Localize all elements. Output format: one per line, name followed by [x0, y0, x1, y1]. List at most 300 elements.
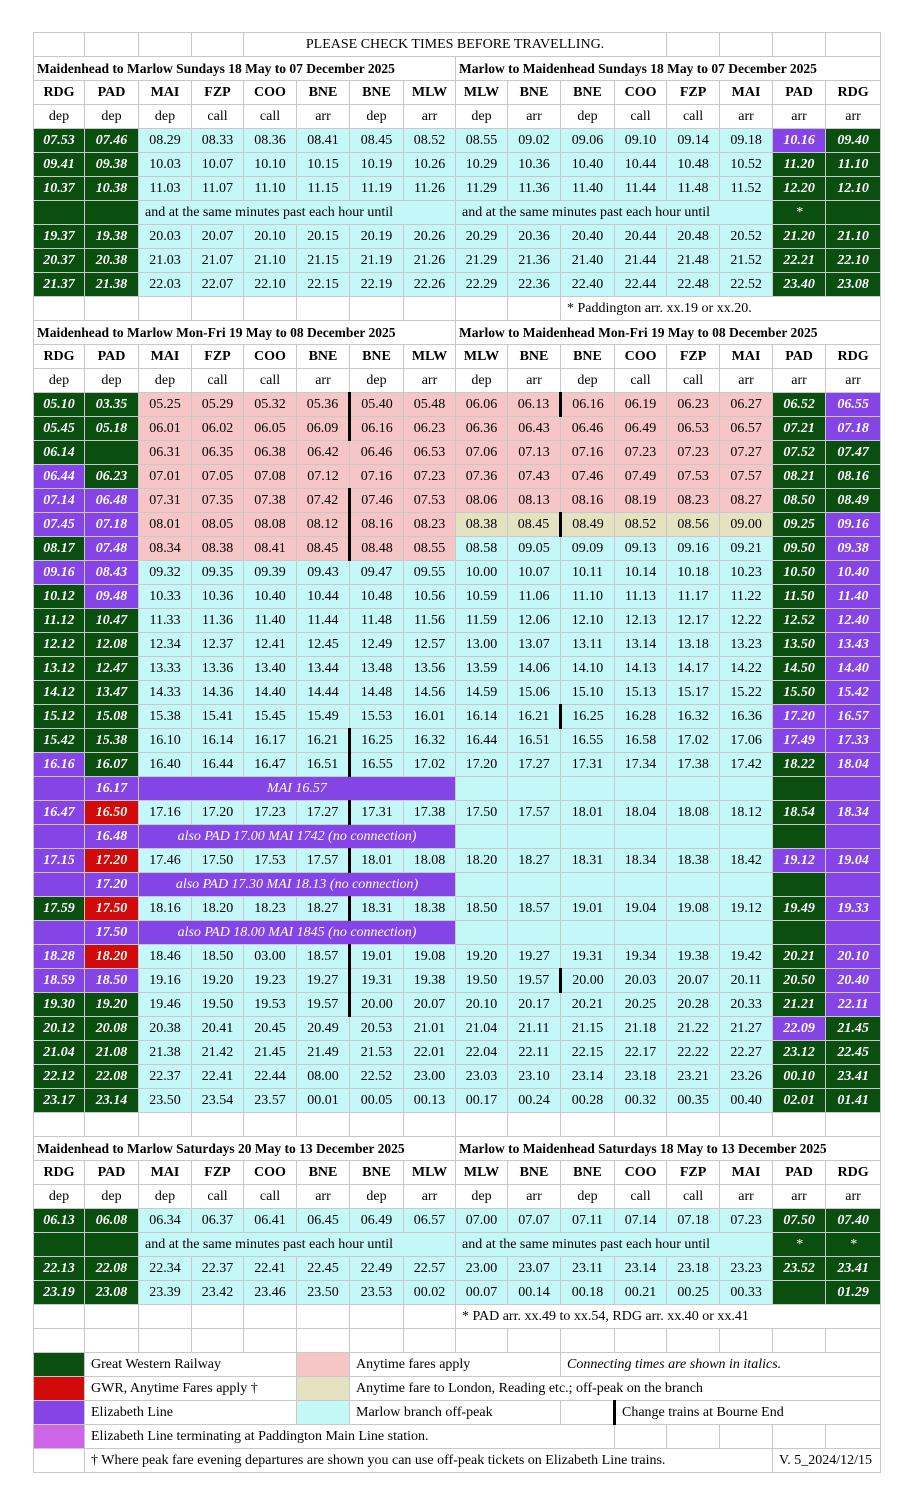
- time-cell: 20.00: [350, 993, 404, 1017]
- time-cell: 12.17: [667, 609, 720, 633]
- time-cell: 12.45: [297, 633, 350, 657]
- dep-arr-label: arr: [508, 105, 561, 129]
- empty-cell: [773, 873, 826, 897]
- time-cell: 18.28: [34, 945, 85, 969]
- train-row: [34, 849, 881, 873]
- time-cell: 07.18: [667, 1209, 720, 1233]
- dep-arr-label: arr: [826, 369, 881, 393]
- time-cell: 10.11: [561, 561, 615, 585]
- time-cell: 07.23: [404, 465, 456, 489]
- time-cell: 20.52: [720, 225, 773, 249]
- time-cell: 08.55: [456, 129, 508, 153]
- dep-arr-label: arr: [404, 1185, 456, 1209]
- time-cell: 12.20: [773, 177, 826, 201]
- empty-cell: [404, 1113, 456, 1137]
- time-cell: 10.14: [615, 561, 667, 585]
- time-cell: 20.40: [826, 969, 881, 993]
- time-cell: 16.48: [85, 825, 139, 849]
- time-cell: 10.29: [456, 153, 508, 177]
- time-cell: 13.56: [404, 657, 456, 681]
- empty-cell: [615, 1425, 667, 1449]
- time-cell: 22.15: [297, 273, 350, 297]
- time-cell: 19.49: [773, 897, 826, 921]
- time-cell: 20.21: [773, 945, 826, 969]
- time-cell: 11.59: [456, 609, 508, 633]
- time-cell: 21.10: [244, 249, 297, 273]
- train-row: [34, 417, 881, 441]
- time-cell: 08.49: [561, 513, 615, 537]
- time-cell: 13.07: [508, 633, 561, 657]
- empty-cell: [826, 1329, 881, 1353]
- time-cell: 00.18: [561, 1281, 615, 1305]
- time-cell: 08.41: [244, 537, 297, 561]
- time-cell: 18.54: [773, 801, 826, 825]
- note-train-row: [34, 777, 881, 801]
- time-cell: 23.07: [508, 1257, 561, 1281]
- station-code: MLW: [456, 81, 508, 105]
- time-cell: 11.19: [350, 177, 404, 201]
- time-cell: 05.18: [85, 417, 139, 441]
- legend-label: Anytime fares apply: [350, 1353, 561, 1377]
- station-code-row: [34, 345, 881, 369]
- station-code: MLW: [456, 345, 508, 369]
- dep-arr-label: call: [244, 1185, 297, 1209]
- empty-cell: [244, 1113, 297, 1137]
- dep-arr-label: call: [667, 1185, 720, 1209]
- station-code: FZP: [667, 1161, 720, 1185]
- time-cell: 20.03: [615, 969, 667, 993]
- empty-cell: [85, 297, 139, 321]
- time-cell: 20.03: [139, 225, 192, 249]
- time-cell: 12.49: [350, 633, 404, 657]
- time-cell: 21.40: [561, 249, 615, 273]
- time-cell: 10.40: [561, 153, 615, 177]
- empty-cell: [34, 33, 85, 57]
- time-cell: 07.57: [720, 465, 773, 489]
- time-cell: 10.07: [192, 153, 244, 177]
- time-cell: 13.48: [350, 657, 404, 681]
- section-title-right: Marlow to Maidenhead Saturdays 18 May to 13 December 2025: [456, 1137, 881, 1161]
- time-cell: 18.12: [720, 801, 773, 825]
- time-cell: 22.21: [773, 249, 826, 273]
- empty-cell: [456, 873, 508, 897]
- time-cell: 07.16: [350, 465, 404, 489]
- empty-cell: [192, 33, 244, 57]
- time-cell: 17.50: [192, 849, 244, 873]
- time-cell: 08.43: [85, 561, 139, 585]
- repeat-row: [34, 1233, 881, 1257]
- time-cell: 21.04: [34, 1041, 85, 1065]
- time-cell: 17.31: [561, 753, 615, 777]
- time-cell: 22.13: [34, 1257, 85, 1281]
- empty-cell: [456, 297, 508, 321]
- time-cell: 21.07: [192, 249, 244, 273]
- station-code: BNE: [297, 81, 350, 105]
- time-cell: 14.36: [192, 681, 244, 705]
- time-cell: 22.52: [350, 1065, 404, 1089]
- time-cell: 18.31: [350, 897, 404, 921]
- time-cell: 21.42: [192, 1041, 244, 1065]
- empty-cell: [139, 1305, 192, 1329]
- time-cell: 06.46: [561, 417, 615, 441]
- empty-cell: [561, 921, 615, 945]
- time-cell: 18.34: [826, 801, 881, 825]
- time-cell: 12.52: [773, 609, 826, 633]
- time-cell: 16.36: [720, 705, 773, 729]
- time-cell: 10.36: [192, 585, 244, 609]
- dep-arr-label: dep: [456, 105, 508, 129]
- time-cell: 07.46: [85, 129, 139, 153]
- time-cell: 07.50: [773, 1209, 826, 1233]
- time-cell: 11.50: [773, 585, 826, 609]
- time-cell: 02.01: [773, 1089, 826, 1113]
- train-row: [34, 513, 881, 537]
- legend-row: [34, 1449, 881, 1473]
- legend-swatch-gwr: [34, 1353, 85, 1377]
- station-code: PAD: [85, 81, 139, 105]
- time-cell: 10.52: [720, 153, 773, 177]
- time-cell: 11.48: [667, 177, 720, 201]
- time-cell: 11.12: [34, 609, 85, 633]
- dep-arr-label: dep: [85, 369, 139, 393]
- time-cell: 08.21: [773, 465, 826, 489]
- station-code-row: [34, 1161, 881, 1185]
- time-cell: 22.12: [34, 1065, 85, 1089]
- time-cell: 19.16: [139, 969, 192, 993]
- time-cell: 15.41: [192, 705, 244, 729]
- time-cell: 19.20: [192, 969, 244, 993]
- time-cell: 08.48: [350, 537, 404, 561]
- time-cell: 22.03: [139, 273, 192, 297]
- empty-cell: [456, 1329, 508, 1353]
- time-cell: 19.30: [34, 993, 85, 1017]
- empty-cell: [34, 1329, 85, 1353]
- time-cell: 07.45: [34, 513, 85, 537]
- empty-cell: [615, 873, 667, 897]
- dep-arr-label: call: [615, 369, 667, 393]
- time-cell: 23.17: [34, 1089, 85, 1113]
- time-cell: 06.53: [404, 441, 456, 465]
- time-cell: 20.33: [720, 993, 773, 1017]
- time-cell: 08.13: [508, 489, 561, 513]
- time-cell: 08.36: [244, 129, 297, 153]
- time-cell: 13.50: [773, 633, 826, 657]
- time-cell: 08.08: [244, 513, 297, 537]
- time-cell: 07.14: [615, 1209, 667, 1233]
- time-cell: 08.52: [404, 129, 456, 153]
- time-cell: 06.41: [244, 1209, 297, 1233]
- time-cell: 06.49: [350, 1209, 404, 1233]
- time-cell: 13.11: [561, 633, 615, 657]
- station-code: MAI: [720, 345, 773, 369]
- train-row: [34, 1017, 881, 1041]
- star-mark: [826, 201, 881, 225]
- time-cell: 07.23: [720, 1209, 773, 1233]
- time-cell: 07.53: [404, 489, 456, 513]
- time-cell: 18.50: [456, 897, 508, 921]
- time-cell: 16.28: [615, 705, 667, 729]
- time-cell: 16.55: [561, 729, 615, 753]
- time-cell: 15.22: [720, 681, 773, 705]
- section-title-right: Marlow to Maidenhead Mon-Fri 19 May to 08 December 2025: [456, 321, 881, 345]
- time-cell: 15.53: [350, 705, 404, 729]
- time-cell: 19.23: [244, 969, 297, 993]
- empty-cell: [456, 921, 508, 945]
- dep-arr-label: arr: [508, 369, 561, 393]
- time-cell: 07.08: [244, 465, 297, 489]
- time-cell: 21.04: [456, 1017, 508, 1041]
- section-header-wd: [34, 321, 881, 345]
- time-cell: 21.38: [139, 1041, 192, 1065]
- time-cell: 18.38: [667, 849, 720, 873]
- time-cell: 13.00: [456, 633, 508, 657]
- time-cell: 07.07: [508, 1209, 561, 1233]
- time-cell: 11.40: [244, 609, 297, 633]
- empty-cell: [456, 1113, 508, 1137]
- time-cell: 00.01: [297, 1089, 350, 1113]
- time-cell: 09.41: [34, 153, 85, 177]
- time-cell: 00.02: [404, 1281, 456, 1305]
- time-cell: 11.10: [561, 585, 615, 609]
- time-cell: 22.36: [508, 273, 561, 297]
- time-cell: 16.57: [826, 705, 881, 729]
- train-row: [34, 1209, 881, 1233]
- time-cell: 10.40: [244, 585, 297, 609]
- legend-label: Elizabeth Line: [85, 1401, 297, 1425]
- time-cell: 18.57: [508, 897, 561, 921]
- time-cell: 09.55: [404, 561, 456, 585]
- empty-cell: [720, 1425, 773, 1449]
- time-cell: 05.29: [192, 393, 244, 417]
- time-cell: 06.37: [192, 1209, 244, 1233]
- time-cell: [85, 441, 139, 465]
- time-cell: 17.50: [85, 897, 139, 921]
- time-cell: 18.34: [615, 849, 667, 873]
- time-cell: 06.23: [85, 465, 139, 489]
- time-cell: 22.07: [192, 273, 244, 297]
- empty-cell: [667, 1425, 720, 1449]
- time-cell: 20.26: [404, 225, 456, 249]
- empty-cell: [139, 297, 192, 321]
- time-cell: 12.22: [720, 609, 773, 633]
- time-cell: 23.18: [667, 1257, 720, 1281]
- time-cell: 10.18: [667, 561, 720, 585]
- dep-arr-label: arr: [720, 105, 773, 129]
- time-cell: 06.42: [297, 441, 350, 465]
- time-cell: 12.10: [561, 609, 615, 633]
- time-cell: 09.47: [350, 561, 404, 585]
- time-cell: 14.40: [826, 657, 881, 681]
- time-cell: 07.47: [826, 441, 881, 465]
- time-cell: 00.05: [350, 1089, 404, 1113]
- empty-cell: [720, 921, 773, 945]
- empty-cell: [456, 777, 508, 801]
- time-cell: 06.53: [667, 417, 720, 441]
- time-cell: 00.35: [667, 1089, 720, 1113]
- empty-cell: [667, 825, 720, 849]
- station-code: MAI: [139, 81, 192, 105]
- time-cell: 10.00: [456, 561, 508, 585]
- dep-arr-label: arr: [826, 105, 881, 129]
- time-cell: 22.11: [508, 1041, 561, 1065]
- time-cell: 06.55: [826, 393, 881, 417]
- empty-cell: [773, 921, 826, 945]
- legend-label: GWR, Anytime Fares apply †: [85, 1377, 297, 1401]
- time-cell: 12.08: [85, 633, 139, 657]
- time-cell: 19.20: [456, 945, 508, 969]
- time-cell: 14.33: [139, 681, 192, 705]
- time-cell: 21.20: [773, 225, 826, 249]
- time-cell: 05.36: [297, 393, 350, 417]
- time-cell: 20.45: [244, 1017, 297, 1041]
- empty-cell: [508, 1113, 561, 1137]
- time-cell: 09.50: [773, 537, 826, 561]
- time-cell: 14.48: [350, 681, 404, 705]
- time-cell: 13.43: [826, 633, 881, 657]
- time-cell: 10.48: [667, 153, 720, 177]
- train-row: [34, 1257, 881, 1281]
- time-cell: 12.10: [826, 177, 881, 201]
- time-cell: 00.28: [561, 1089, 615, 1113]
- time-cell: 07.11: [561, 1209, 615, 1233]
- time-cell: 13.59: [456, 657, 508, 681]
- time-cell: 22.01: [404, 1041, 456, 1065]
- empty-cell: [826, 777, 881, 801]
- time-cell: 09.43: [297, 561, 350, 585]
- empty-cell: [826, 873, 881, 897]
- time-cell: 10.38: [85, 177, 139, 201]
- empty-cell: [85, 1113, 139, 1137]
- time-cell: 10.48: [350, 585, 404, 609]
- time-cell: 17.34: [615, 753, 667, 777]
- time-cell: 16.50: [85, 801, 139, 825]
- time-cell: 10.12: [34, 585, 85, 609]
- station-code: BNE: [508, 345, 561, 369]
- dep-arr-label: arr: [297, 369, 350, 393]
- empty-cell: [615, 921, 667, 945]
- dep-arr-label: arr: [773, 1185, 826, 1209]
- train-row: [34, 177, 881, 201]
- time-cell: 06.16: [350, 417, 404, 441]
- time-cell: 10.56: [404, 585, 456, 609]
- time-cell: 06.34: [139, 1209, 192, 1233]
- time-cell: 11.07: [192, 177, 244, 201]
- train-row: [34, 705, 881, 729]
- empty-cell: [244, 297, 297, 321]
- time-cell: 07.53: [667, 465, 720, 489]
- station-code: COO: [244, 1161, 297, 1185]
- train-row: [34, 1281, 881, 1305]
- blank-row: [34, 1329, 881, 1353]
- train-row: [34, 609, 881, 633]
- dep-arr-label: call: [667, 105, 720, 129]
- time-cell: 19.57: [297, 993, 350, 1017]
- time-cell: 17.02: [667, 729, 720, 753]
- time-cell: 11.40: [826, 585, 881, 609]
- time-cell: 09.32: [139, 561, 192, 585]
- time-cell: 18.20: [192, 897, 244, 921]
- time-cell: 21.45: [244, 1041, 297, 1065]
- time-cell: 17.31: [350, 801, 404, 825]
- time-cell: 12.47: [85, 657, 139, 681]
- time-cell: 23.23: [720, 1257, 773, 1281]
- time-cell: 09.48: [85, 585, 139, 609]
- section-title-right: Marlow to Maidenhead Sundays 18 May to 07 December 2025: [456, 57, 881, 81]
- empty-cell: [34, 1113, 85, 1137]
- time-cell: 08.16: [561, 489, 615, 513]
- empty-cell: [85, 201, 139, 225]
- time-cell: 10.59: [456, 585, 508, 609]
- time-cell: 23.46: [244, 1281, 297, 1305]
- time-cell: 23.03: [456, 1065, 508, 1089]
- dep-arr-label: arr: [508, 1185, 561, 1209]
- time-cell: 17.50: [456, 801, 508, 825]
- time-cell: 13.23: [720, 633, 773, 657]
- time-cell: 06.57: [720, 417, 773, 441]
- time-cell: 20.15: [297, 225, 350, 249]
- time-cell: 11.48: [350, 609, 404, 633]
- empty-cell: [508, 297, 561, 321]
- empty-cell: [139, 1329, 192, 1353]
- time-cell: 14.17: [667, 657, 720, 681]
- empty-cell: [244, 1329, 297, 1353]
- time-cell: 07.12: [297, 465, 350, 489]
- time-cell: 22.34: [139, 1257, 192, 1281]
- time-cell: 11.03: [139, 177, 192, 201]
- time-cell: 19.04: [615, 897, 667, 921]
- time-cell: 06.01: [139, 417, 192, 441]
- time-cell: 15.50: [773, 681, 826, 705]
- time-cell: 22.45: [297, 1257, 350, 1281]
- station-code-row: [34, 81, 881, 105]
- time-cell: 06.23: [667, 393, 720, 417]
- time-cell: 09.39: [244, 561, 297, 585]
- time-cell: 14.22: [720, 657, 773, 681]
- time-cell: 20.10: [456, 993, 508, 1017]
- timetable: [33, 32, 881, 1473]
- time-cell: 19.01: [561, 897, 615, 921]
- train-row: [34, 249, 881, 273]
- time-cell: 16.44: [456, 729, 508, 753]
- repeat-note: and at the same minutes past each hour until: [139, 1233, 456, 1257]
- empty-cell: [297, 1329, 350, 1353]
- empty-cell: [667, 1329, 720, 1353]
- time-cell: 06.52: [773, 393, 826, 417]
- version-label: V. 5_2024/12/15: [773, 1449, 881, 1473]
- time-cell: 11.06: [508, 585, 561, 609]
- time-cell: 18.04: [826, 753, 881, 777]
- time-cell: 22.29: [456, 273, 508, 297]
- time-cell: 18.23: [244, 897, 297, 921]
- time-cell: 11.20: [773, 153, 826, 177]
- section-title-left: Maidenhead to Marlow Saturdays 20 May to 13 December 2025: [34, 1137, 456, 1161]
- time-cell: 08.06: [456, 489, 508, 513]
- repeat-note: and at the same minutes past each hour until: [139, 201, 456, 225]
- legend-label: Change trains at Bourne End: [615, 1401, 881, 1425]
- time-cell: 22.37: [139, 1065, 192, 1089]
- station-code: PAD: [85, 1161, 139, 1185]
- time-cell: 09.05: [508, 537, 561, 561]
- empty-cell: [826, 921, 881, 945]
- dep-arr-label: call: [192, 369, 244, 393]
- time-cell: 23.52: [773, 1257, 826, 1281]
- empty-cell: [773, 1113, 826, 1137]
- train-row: [34, 537, 881, 561]
- empty-cell: [508, 1329, 561, 1353]
- time-cell: 16.44: [192, 753, 244, 777]
- time-cell: 19.50: [456, 969, 508, 993]
- time-cell: 10.44: [615, 153, 667, 177]
